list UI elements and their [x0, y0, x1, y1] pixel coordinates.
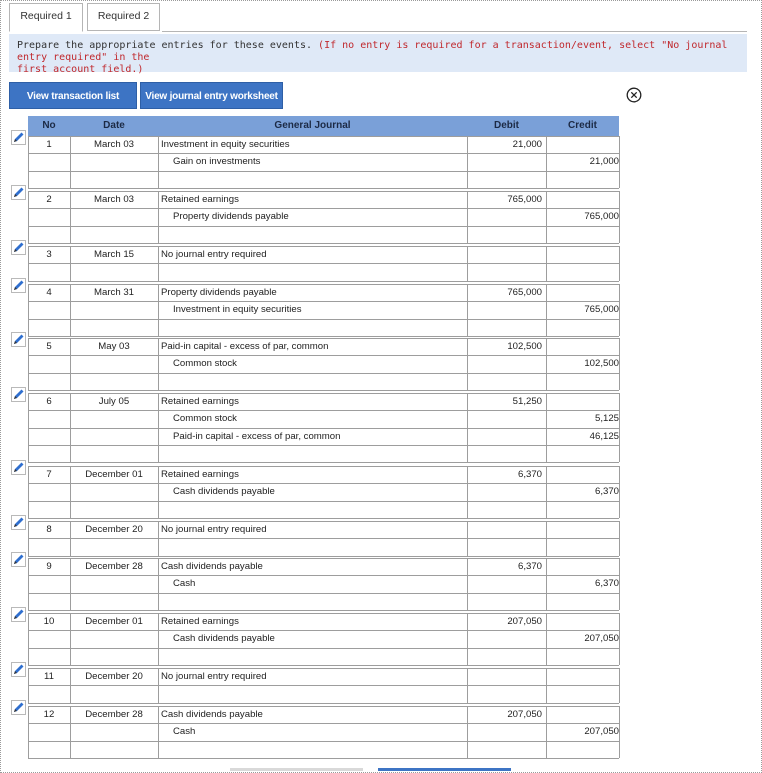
entry-date: July 05 [98, 396, 130, 407]
account-field[interactable]: Cash dividends payable [161, 561, 263, 572]
debit-field[interactable] [468, 428, 542, 446]
entry-date: March 15 [94, 249, 134, 260]
entry-number: 6 [46, 396, 52, 407]
column-divider [158, 136, 159, 188]
table-header [28, 116, 619, 136]
edit-pencil-icon[interactable] [11, 552, 26, 567]
debit-field[interactable] [468, 630, 542, 648]
credit-field[interactable]: 46,125 [589, 431, 619, 442]
account-field[interactable]: No journal entry required [161, 524, 267, 535]
debit-field[interactable] [468, 208, 542, 226]
account-field[interactable]: Paid-in capital - excess of par, common [161, 341, 329, 352]
credit-field[interactable] [547, 284, 619, 302]
header-date: Date [103, 120, 125, 131]
column-divider [158, 668, 159, 703]
edit-pencil-icon[interactable] [11, 387, 26, 402]
row-divider [28, 518, 619, 519]
instructions-main: Prepare the appropriate entries for these events. [17, 40, 313, 51]
credit-field[interactable]: 6,370 [594, 578, 619, 589]
account-field[interactable]: Retained earnings [161, 616, 239, 627]
debit-field[interactable] [468, 246, 542, 264]
edit-pencil-icon[interactable] [11, 185, 26, 200]
column-divider [619, 191, 620, 243]
debit-field[interactable]: 102,500 [507, 341, 542, 352]
credit-field[interactable] [547, 191, 619, 209]
column-divider [158, 521, 159, 556]
entry-number: 5 [46, 341, 52, 352]
credit-field[interactable] [547, 558, 619, 576]
edit-pencil-icon[interactable] [11, 332, 26, 347]
entry-date: December 20 [85, 524, 143, 535]
column-divider [619, 521, 620, 556]
column-divider [619, 284, 620, 336]
header-no: No [42, 120, 56, 131]
credit-field[interactable] [547, 668, 619, 686]
account-field[interactable]: Property dividends payable [173, 211, 289, 222]
column-divider [619, 668, 620, 703]
account-field[interactable]: No journal entry required [161, 671, 267, 682]
edit-pencil-icon[interactable] [11, 515, 26, 530]
column-divider [158, 466, 159, 518]
row-divider [28, 462, 619, 463]
edit-pencil-icon[interactable] [11, 130, 26, 145]
entry-number: 11 [44, 671, 54, 682]
credit-field[interactable]: 765,000 [584, 304, 619, 315]
account-field[interactable]: Cash dividends payable [161, 709, 263, 720]
edit-pencil-icon[interactable] [11, 700, 26, 715]
account-field[interactable]: Common stock [173, 413, 237, 424]
edit-pencil-icon[interactable] [11, 460, 26, 475]
entry-date: March 03 [94, 194, 134, 205]
row-divider [28, 501, 619, 502]
credit-field[interactable]: 5,125 [594, 413, 619, 424]
debit-field[interactable] [468, 521, 542, 539]
account-field[interactable]: Cash [173, 578, 196, 589]
entry-number: 7 [46, 469, 52, 480]
entry-number: 3 [46, 249, 52, 260]
tab-required-1[interactable]: Required 1 [9, 3, 83, 32]
credit-field[interactable]: 207,050 [584, 726, 619, 737]
entry-date: December 28 [85, 561, 143, 572]
account-field[interactable]: Retained earnings [161, 194, 239, 205]
column-divider [619, 338, 620, 390]
account-field[interactable]: Investment in equity securities [173, 304, 302, 315]
tab-required-2[interactable]: Required 2 [87, 3, 160, 31]
account-field[interactable]: Property dividends payable [161, 287, 277, 298]
row-divider [28, 593, 619, 594]
row-divider [28, 319, 619, 320]
column-divider [158, 613, 159, 665]
close-icon[interactable] [626, 87, 642, 103]
debit-field[interactable] [468, 723, 542, 741]
credit-field[interactable] [547, 246, 619, 264]
row-divider [28, 703, 619, 704]
account-field[interactable]: Common stock [173, 358, 237, 369]
column-divider [158, 284, 159, 336]
instructions-panel [9, 34, 747, 75]
header-credit: Credit [568, 120, 597, 131]
credit-field[interactable]: 207,050 [584, 633, 619, 644]
debit-field[interactable] [468, 410, 542, 428]
row-divider [28, 281, 619, 282]
entry-date: December 01 [85, 616, 143, 627]
row-divider [28, 188, 619, 189]
account-field[interactable]: Cash [173, 726, 196, 737]
account-field[interactable]: Investment in equity securities [161, 139, 290, 150]
credit-field[interactable] [547, 613, 619, 631]
row-divider [28, 243, 619, 244]
credit-field[interactable] [547, 466, 619, 484]
account-field[interactable]: Retained earnings [161, 469, 239, 480]
debit-field[interactable]: 51,250 [512, 396, 542, 407]
entry-date: March 03 [94, 139, 134, 150]
row-divider [28, 390, 619, 391]
account-field[interactable]: Retained earnings [161, 396, 239, 407]
credit-field[interactable] [547, 338, 619, 356]
debit-field[interactable]: 6,370 [517, 561, 542, 572]
account-field[interactable]: Paid-in capital - excess of par, common [173, 431, 341, 442]
edit-pencil-icon[interactable] [11, 278, 26, 293]
row-divider [28, 741, 619, 742]
credit-field[interactable]: 765,000 [584, 211, 619, 222]
header-general-journal: General Journal [274, 120, 351, 131]
column-divider [619, 466, 620, 518]
credit-field[interactable] [547, 706, 619, 724]
row-divider [28, 556, 619, 557]
header-debit: Debit [494, 120, 519, 131]
account-field[interactable]: Cash dividends payable [173, 633, 275, 644]
credit-field[interactable] [547, 521, 619, 539]
entry-number: 8 [46, 524, 52, 535]
column-divider [158, 558, 159, 610]
entry-date: March 31 [94, 287, 134, 298]
row-divider [28, 171, 619, 172]
account-field[interactable]: Gain on investments [173, 156, 261, 167]
entry-number: 12 [43, 709, 55, 720]
column-divider [158, 191, 159, 243]
debit-field[interactable] [468, 355, 542, 373]
entry-date: December 01 [85, 469, 143, 480]
column-divider [158, 393, 159, 462]
row-divider [28, 373, 619, 374]
account-field[interactable]: Cash dividends payable [173, 486, 275, 497]
column-divider [619, 246, 620, 281]
row-divider [28, 610, 619, 611]
instructions-note-cont: first account field.) [17, 64, 144, 75]
column-divider [619, 393, 620, 462]
column-divider [619, 136, 620, 188]
debit-field[interactable] [468, 153, 542, 171]
credit-field[interactable]: 102,500 [584, 358, 619, 369]
entry-number: 9 [46, 561, 52, 572]
debit-field[interactable] [468, 483, 542, 501]
debit-field[interactable] [468, 301, 542, 319]
column-divider [619, 558, 620, 610]
row-divider [28, 336, 619, 337]
account-field[interactable]: No journal entry required [161, 249, 267, 260]
view-transaction-list-button[interactable]: View transaction list [9, 82, 137, 109]
entry-number: 2 [46, 194, 52, 205]
row-divider [28, 665, 619, 666]
column-divider [158, 338, 159, 390]
edit-pencil-icon[interactable] [11, 240, 26, 255]
column-divider [158, 706, 159, 758]
debit-field[interactable]: 207,050 [507, 709, 542, 720]
credit-field[interactable] [547, 136, 619, 154]
debit-field[interactable] [468, 575, 542, 593]
entry-date: December 28 [85, 709, 143, 720]
entry-date: May 03 [98, 341, 130, 352]
scrollbar-track[interactable] [230, 768, 363, 771]
credit-field[interactable] [547, 393, 619, 411]
column-divider [619, 706, 620, 758]
entry-date: December 20 [85, 671, 143, 682]
entry-number: 10 [43, 616, 55, 627]
debit-field[interactable]: 6,370 [517, 469, 542, 480]
debit-field[interactable]: 21,000 [512, 139, 542, 150]
row-divider [28, 648, 619, 649]
debit-field[interactable]: 207,050 [507, 616, 542, 627]
entry-number: 1 [46, 139, 52, 150]
entry-number: 4 [46, 287, 52, 298]
debit-field[interactable]: 765,000 [507, 287, 542, 298]
column-divider [619, 613, 620, 665]
credit-field[interactable]: 21,000 [589, 156, 619, 167]
debit-field[interactable]: 765,000 [507, 194, 542, 205]
instructions-note: (If no entry is required for a transaction/event, select "No journal entry required" in the [17, 40, 728, 63]
row-divider [28, 226, 619, 227]
column-divider [158, 246, 159, 281]
edit-pencil-icon[interactable] [11, 607, 26, 622]
view-journal-worksheet-button[interactable]: View journal entry worksheet [140, 82, 283, 109]
credit-field[interactable]: 6,370 [594, 486, 619, 497]
tab-underline [162, 31, 747, 32]
edit-pencil-icon[interactable] [11, 662, 26, 677]
scrollbar-thumb[interactable] [378, 768, 511, 771]
debit-field[interactable] [468, 668, 542, 686]
row-divider [28, 758, 619, 759]
